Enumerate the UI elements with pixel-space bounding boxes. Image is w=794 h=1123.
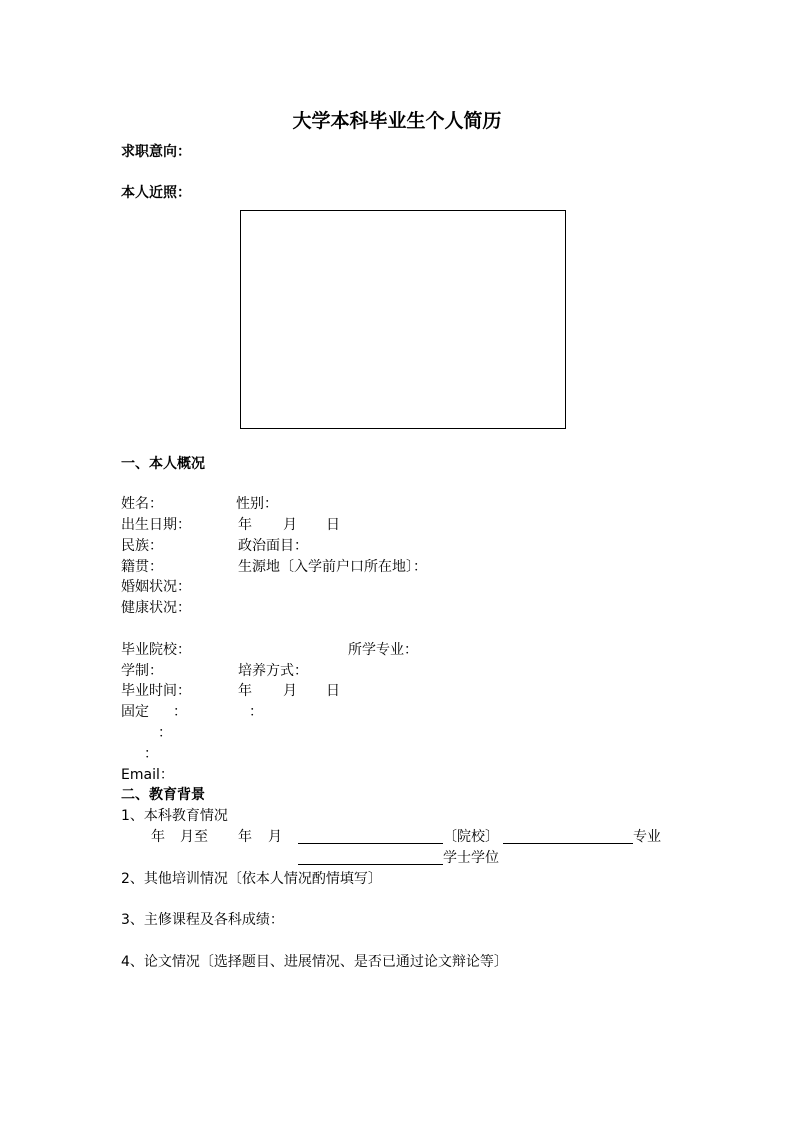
major-suffix: 专业 xyxy=(633,829,661,845)
fixed-phone-label: 固定 xyxy=(121,704,149,720)
ethnicity-label: 民族： xyxy=(121,538,163,554)
section-heading-education: 二、教育背景 xyxy=(121,787,205,803)
postcode-colon: ： xyxy=(144,746,158,762)
marital-label: 婚姻状况： xyxy=(121,579,191,595)
fixed-phone-colon: ： xyxy=(173,704,187,720)
grad-month: 月 xyxy=(283,683,297,699)
birth-year: 年 xyxy=(238,517,252,533)
grad-year: 年 xyxy=(238,683,252,699)
school-paren-label: 〔院校〕 xyxy=(443,829,499,845)
grad-time-label: 毕业时间： xyxy=(121,683,191,699)
degree-underline xyxy=(298,864,443,865)
end-month: 月 xyxy=(268,829,282,845)
page-title: 大学本科毕业生个人简历 xyxy=(292,110,502,132)
end-year: 年 xyxy=(238,829,252,845)
native-place-label: 籍贯： xyxy=(121,559,163,575)
photo-label: 本人近照： xyxy=(121,185,191,201)
fixed-phone-colon-2: ： xyxy=(249,704,263,720)
job-intention-label: 求职意向： xyxy=(121,144,191,160)
health-label: 健康状况： xyxy=(121,600,191,616)
degree-suffix: 学士学位 xyxy=(443,850,499,866)
birth-month: 月 xyxy=(283,517,297,533)
birth-day: 日 xyxy=(326,517,340,533)
origin-label: 生源地〔入学前户口所在地〕： xyxy=(238,559,427,575)
email-label: Email： xyxy=(121,767,174,783)
name-label: 姓名： xyxy=(121,496,163,512)
major-label: 所学专业： xyxy=(348,642,418,658)
start-month-to: 月至 xyxy=(180,829,208,845)
grad-day: 日 xyxy=(326,683,340,699)
school-underline xyxy=(298,843,443,844)
schooling-length-label: 学制： xyxy=(121,663,163,679)
thesis-label: 4、论文情况〔选择题目、进展情况、是否已通过论文辩论等〕 xyxy=(121,954,508,970)
other-training-label: 2、其他培训情况〔依本人情况酌情填写〕 xyxy=(121,871,382,887)
school-label: 毕业院校： xyxy=(121,642,191,658)
undergrad-education-label: 1、本科教育情况 xyxy=(121,808,228,824)
political-label: 政治面目： xyxy=(238,538,308,554)
major-underline xyxy=(503,843,633,844)
birth-label: 出生日期： xyxy=(121,517,191,533)
section-heading-overview: 一、本人概况 xyxy=(121,456,205,472)
courses-label: 3、主修课程及各科成绩： xyxy=(121,912,284,928)
photo-placeholder xyxy=(240,210,566,429)
training-mode-label: 培养方式： xyxy=(238,663,308,679)
gender-label: 性别： xyxy=(236,496,278,512)
start-year: 年 xyxy=(151,829,165,845)
mobile-colon: ： xyxy=(158,725,172,741)
